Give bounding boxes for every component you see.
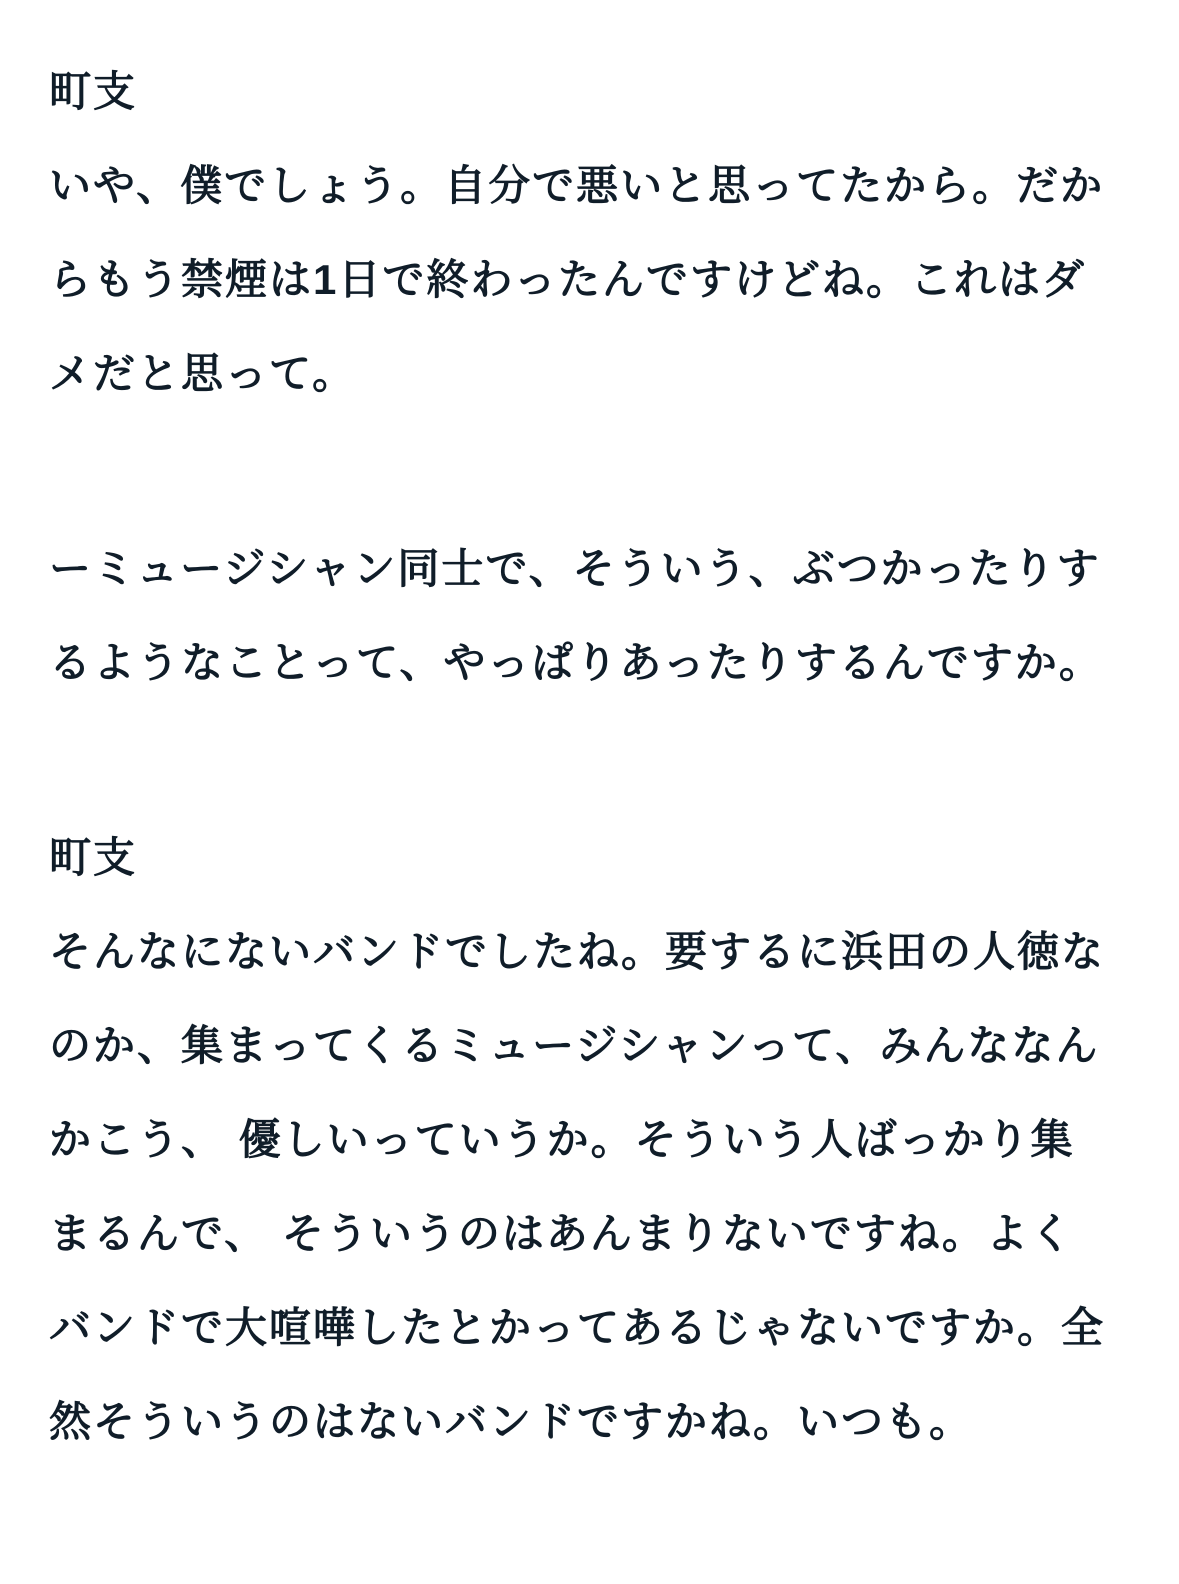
dialogue-block-interviewer-question (49, 522, 1119, 710)
answer-text-line: そんなにないバンドでしたね。要するに浜田の人徳な (49, 928, 1106, 975)
dialogue-block-speaker-answer-1 (49, 45, 1119, 421)
question-text-line: るようなことって、やっぱりあったりするんですか。 (49, 639, 1103, 686)
answer-text-line: かこう、 優しいっていうか。そういう人ばっかり集 (49, 1116, 1075, 1163)
speaker-name: 町支 (49, 834, 138, 881)
answer-text-line: らもう禁煙は1日で終わったんですけどね。これはダ (49, 256, 1086, 303)
answer-text-line: いや、僕でしょう。自分で悪いと思ってたから。だか (49, 162, 1105, 209)
answer-text-line: のか、集まってくるミュージシャンって、みんななん (49, 1022, 1100, 1069)
answer-text-line: メだと思って。 (49, 350, 357, 397)
speaker-name: 町支 (49, 68, 138, 115)
dialogue-block-speaker-answer-2 (49, 811, 1119, 1469)
answer-text-line: バンドで大喧嘩したとかってあるじゃないですか。全 (49, 1304, 1106, 1351)
question-text-line: ーミュージシャン同士で、そういう、ぶつかったりす (49, 545, 1101, 592)
answer-text-line: まるんで、 そういうのはあんまりないですね。よく (49, 1210, 1074, 1257)
answer-text-line: 然そういうのはないバンドですかね。いつも。 (49, 1398, 974, 1445)
